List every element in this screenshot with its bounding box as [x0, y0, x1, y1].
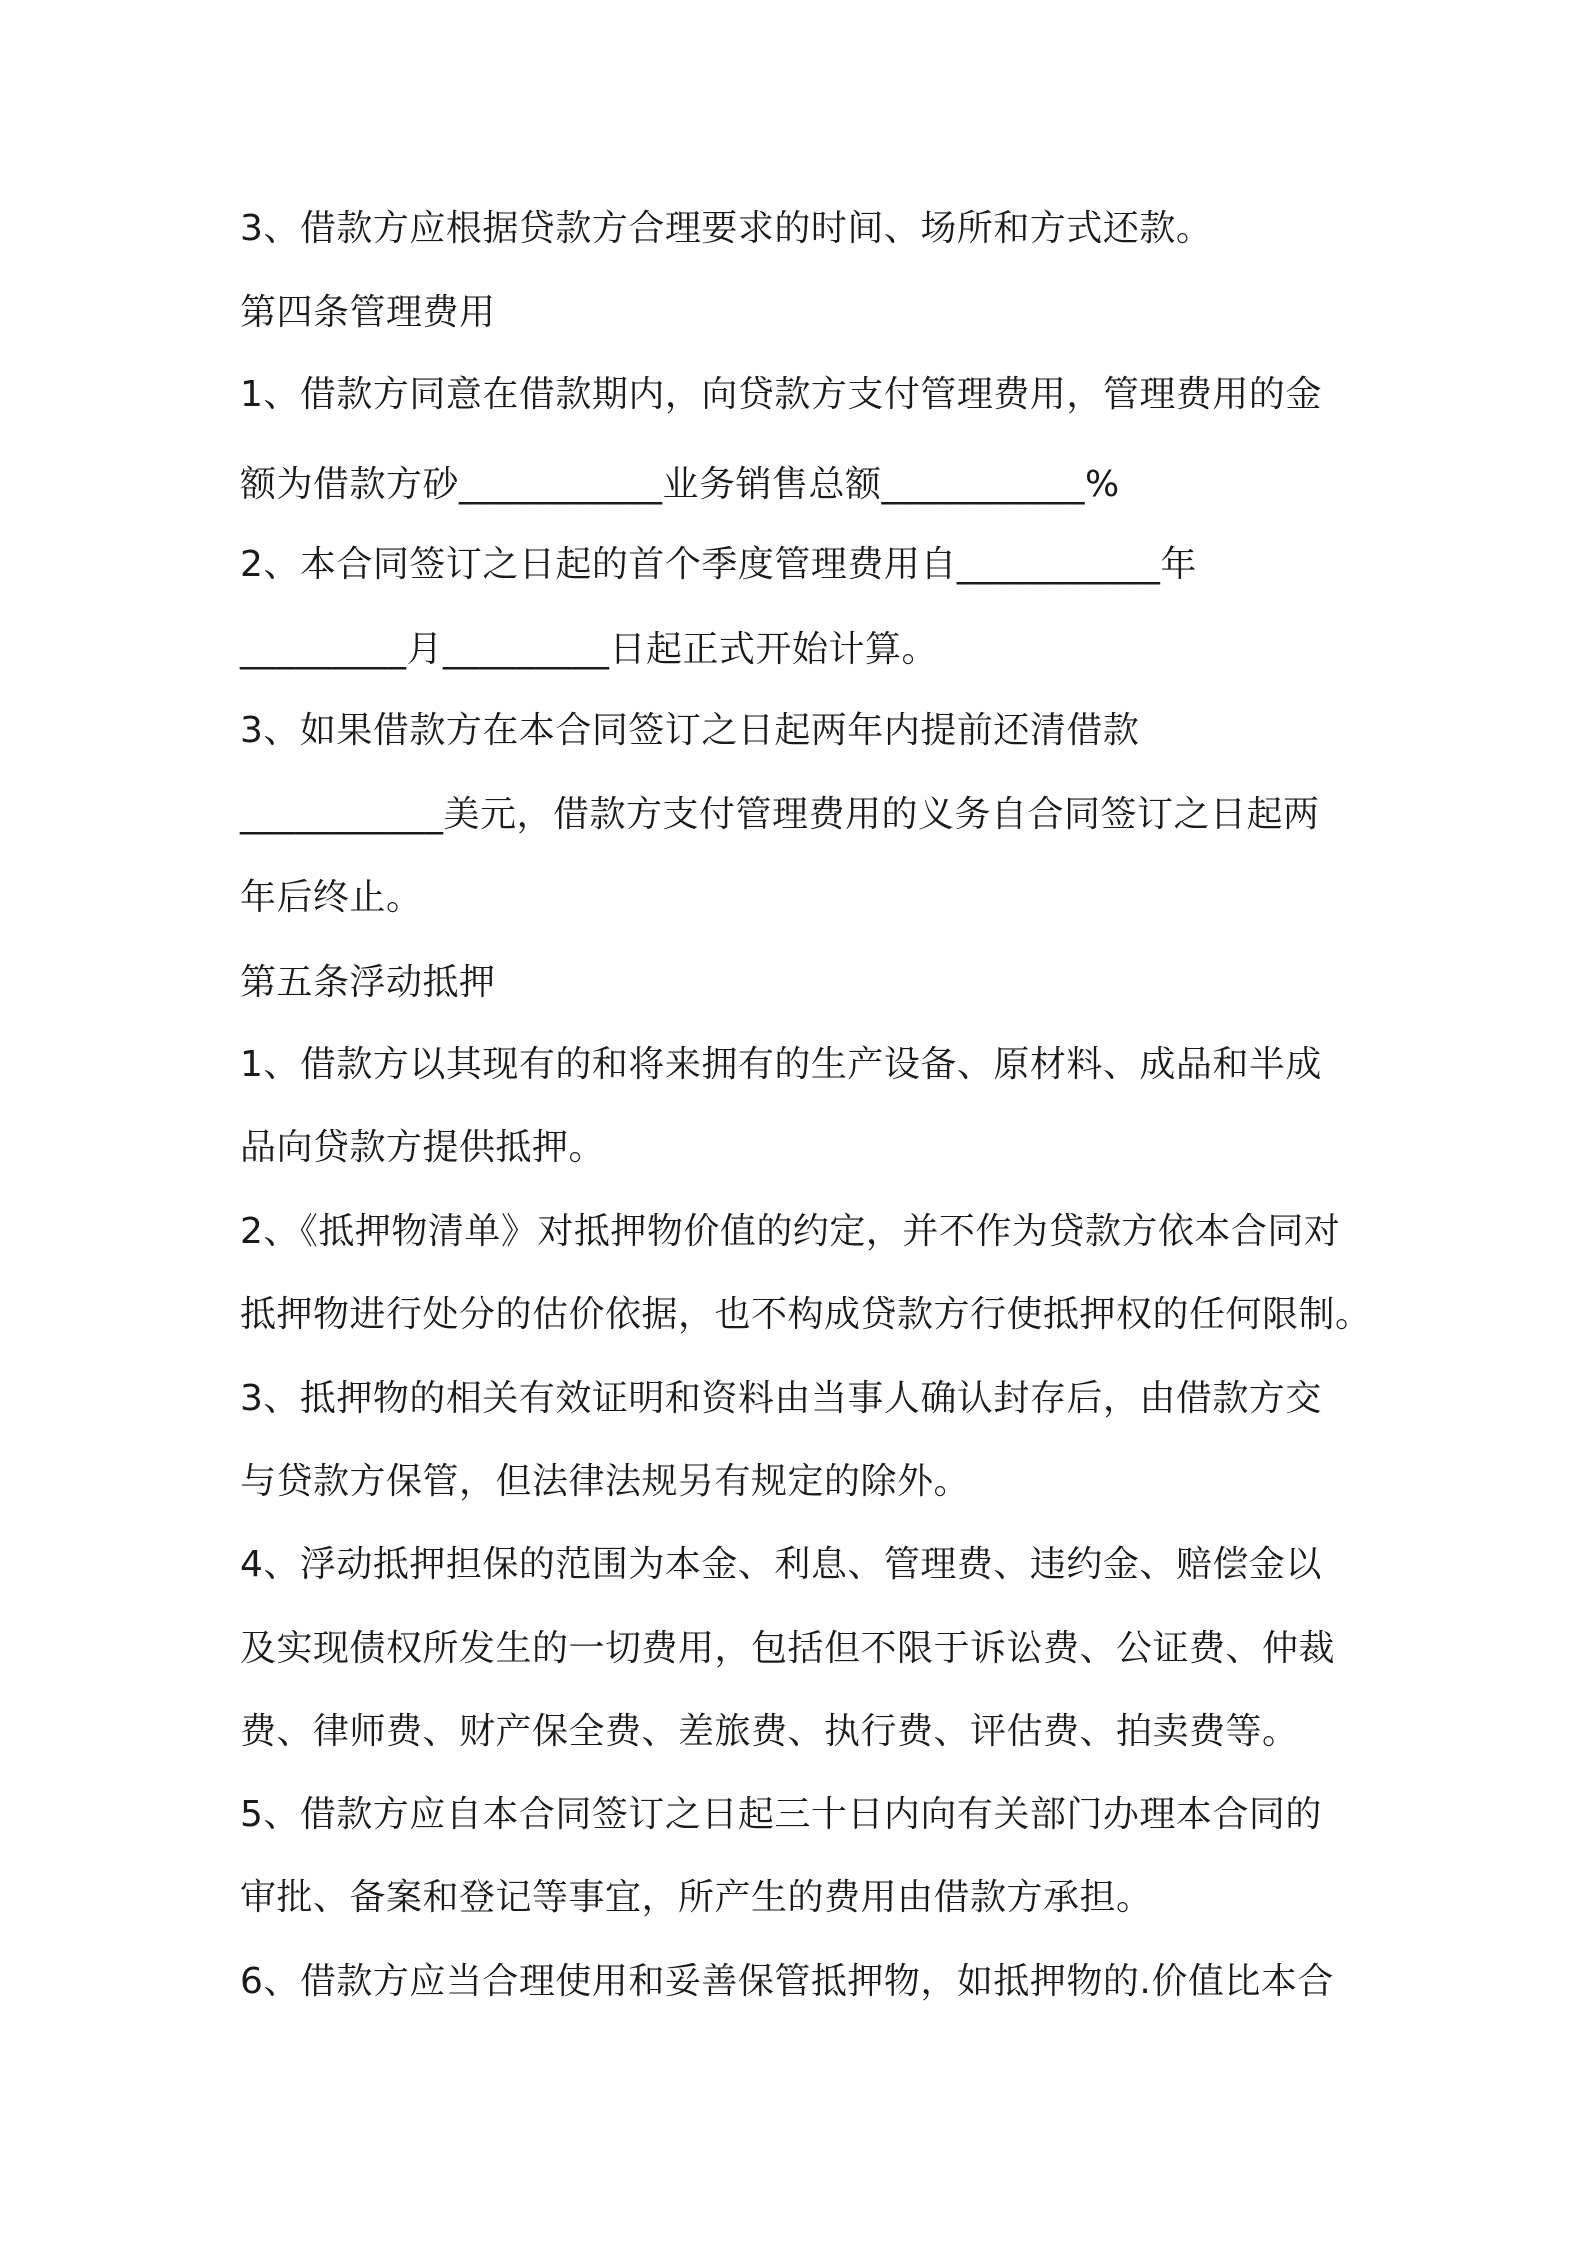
paragraph-line: 6、借款方应当合理使用和妥善保管抵押物，如抵押物的.价值比本合	[240, 1961, 1334, 2002]
paragraph-line: 3、借款方应根据贷款方合理要求的时间、场所和方式还款。	[240, 208, 1213, 249]
paragraph-line: 与贷款方保管，但法律法规另有规定的除外。	[240, 1461, 971, 1502]
paragraph-line: 年后终止。	[240, 877, 423, 918]
paragraph-line: 及实现债权所发生的一切费用，包括但不限于诉讼费、公证费、仲裁	[240, 1628, 1336, 1669]
section-heading: 第五条浮动抵押	[240, 962, 496, 1003]
paragraph-line: 额为借款方砂___________业务销售总额___________%	[240, 464, 1120, 505]
paragraph-line: 1、借款方同意在借款期内，向贷款方支付管理费用，管理费用的金	[240, 374, 1322, 415]
paragraph-line: _________月_________日起正式开始计算。	[240, 629, 939, 670]
paragraph-line: 4、浮动抵押担保的范围为本金、利息、管理费、违约金、赔偿金以	[240, 1544, 1322, 1585]
paragraph-line: 1、借款方以其现有的和将来拥有的生产设备、原材料、成品和半成	[240, 1044, 1322, 1085]
paragraph-line: 2、本合同签订之日起的首个季度管理费用自___________年	[240, 544, 1197, 585]
paragraph-line: 2、《抵押物清单》对抵押物价值的约定，并不作为贷款方依本合同对	[240, 1211, 1341, 1252]
paragraph-line: 审批、备案和登记等事宜，所产生的费用由借款方承担。	[240, 1877, 1153, 1918]
section-heading: 第四条管理费用	[240, 292, 496, 333]
paragraph-line: 3、抵押物的相关有效证明和资料由当事人确认封存后，由借款方交	[240, 1378, 1322, 1419]
paragraph-line: 抵押物进行处分的估价依据，也不构成贷款方行使抵押权的任何限制。	[240, 1294, 1372, 1335]
paragraph-line: 费、律师费、财产保全费、差旅费、执行费、评估费、拍卖费等。	[240, 1711, 1299, 1752]
paragraph-line: 5、借款方应自本合同签订之日起三十日内向有关部门办理本合同的	[240, 1794, 1322, 1835]
paragraph-line: ___________美元，借款方支付管理费用的义务自合同签订之日起两	[240, 794, 1320, 835]
paragraph-line: 品向贷款方提供抵押。	[240, 1127, 606, 1168]
paragraph-line: 3、如果借款方在本合同签订之日起两年内提前还清借款	[240, 710, 1140, 751]
